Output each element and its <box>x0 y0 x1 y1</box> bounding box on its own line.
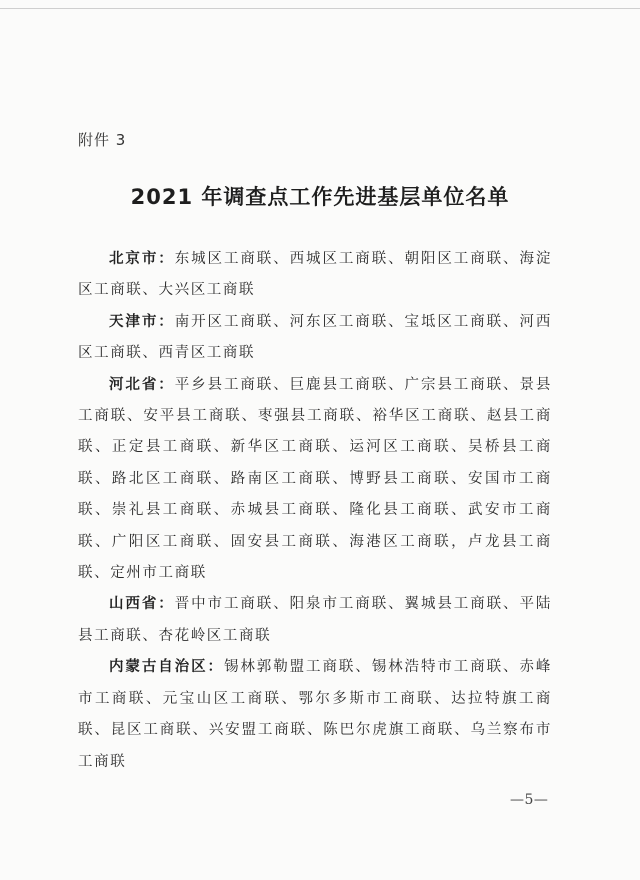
province-name: 山西省： <box>109 596 175 613</box>
province-name: 内蒙古自治区： <box>109 659 224 676</box>
unit-names: 平乡县工商联、巨鹿县工商联、广宗县工商联、景县工商联、安平县工商联、枣强县工商联、裕华区工商联、赵县工商联、正定县工商联、新华区工商联、运河区工商联、吴桥县工商联、路北区工商联、路南区工商联、博野县工商联、安国市工商联、崇礼县工商联、赤城县工商联、隆化县工商联、武安市工商联、广阳区工商联、固安县工商联、海港区工商联，卢龙县工商联、定州市工商联 <box>78 376 552 582</box>
document-title: 2021 年调查点工作先进基层单位名单 <box>130 185 510 209</box>
entry-tianjin <box>78 307 552 370</box>
unit-list <box>78 244 552 778</box>
province-name: 河北省： <box>109 376 175 393</box>
province-name: 北京市： <box>109 251 175 267</box>
scan-top-edge <box>0 8 640 9</box>
unit-names: 东城区工商联、西城区工商联、朝阳区工商联、海淀区工商联、大兴区工商联 <box>78 251 552 299</box>
unit-names: 锡林郭勒盟工商联、锡林浩特市工商联、赤峰市工商联、元宝山区工商联、鄂尔多斯市工商联、达拉特旗工商联、昆区工商联、兴安盟工商联、陈巴尔虎旗工商联、乌兰察布市工商联 <box>78 659 552 770</box>
attachment-label: 附件 3 <box>78 131 127 149</box>
province-name: 天津市： <box>109 313 175 330</box>
page-number: —5— <box>510 792 549 808</box>
entry-hebei <box>78 370 552 590</box>
entry-beijing <box>78 244 552 307</box>
unit-names: 南开区工商联、河东区工商联、宝坻区工商联、河西区工商联、西青区工商联 <box>78 313 552 362</box>
entry-shanxi <box>78 589 552 652</box>
unit-names: 晋中市工商联、阳泉市工商联、翼城县工商联、平陆县工商联、杏花岭区工商联 <box>78 596 552 644</box>
entry-inner-mongolia <box>78 652 552 778</box>
